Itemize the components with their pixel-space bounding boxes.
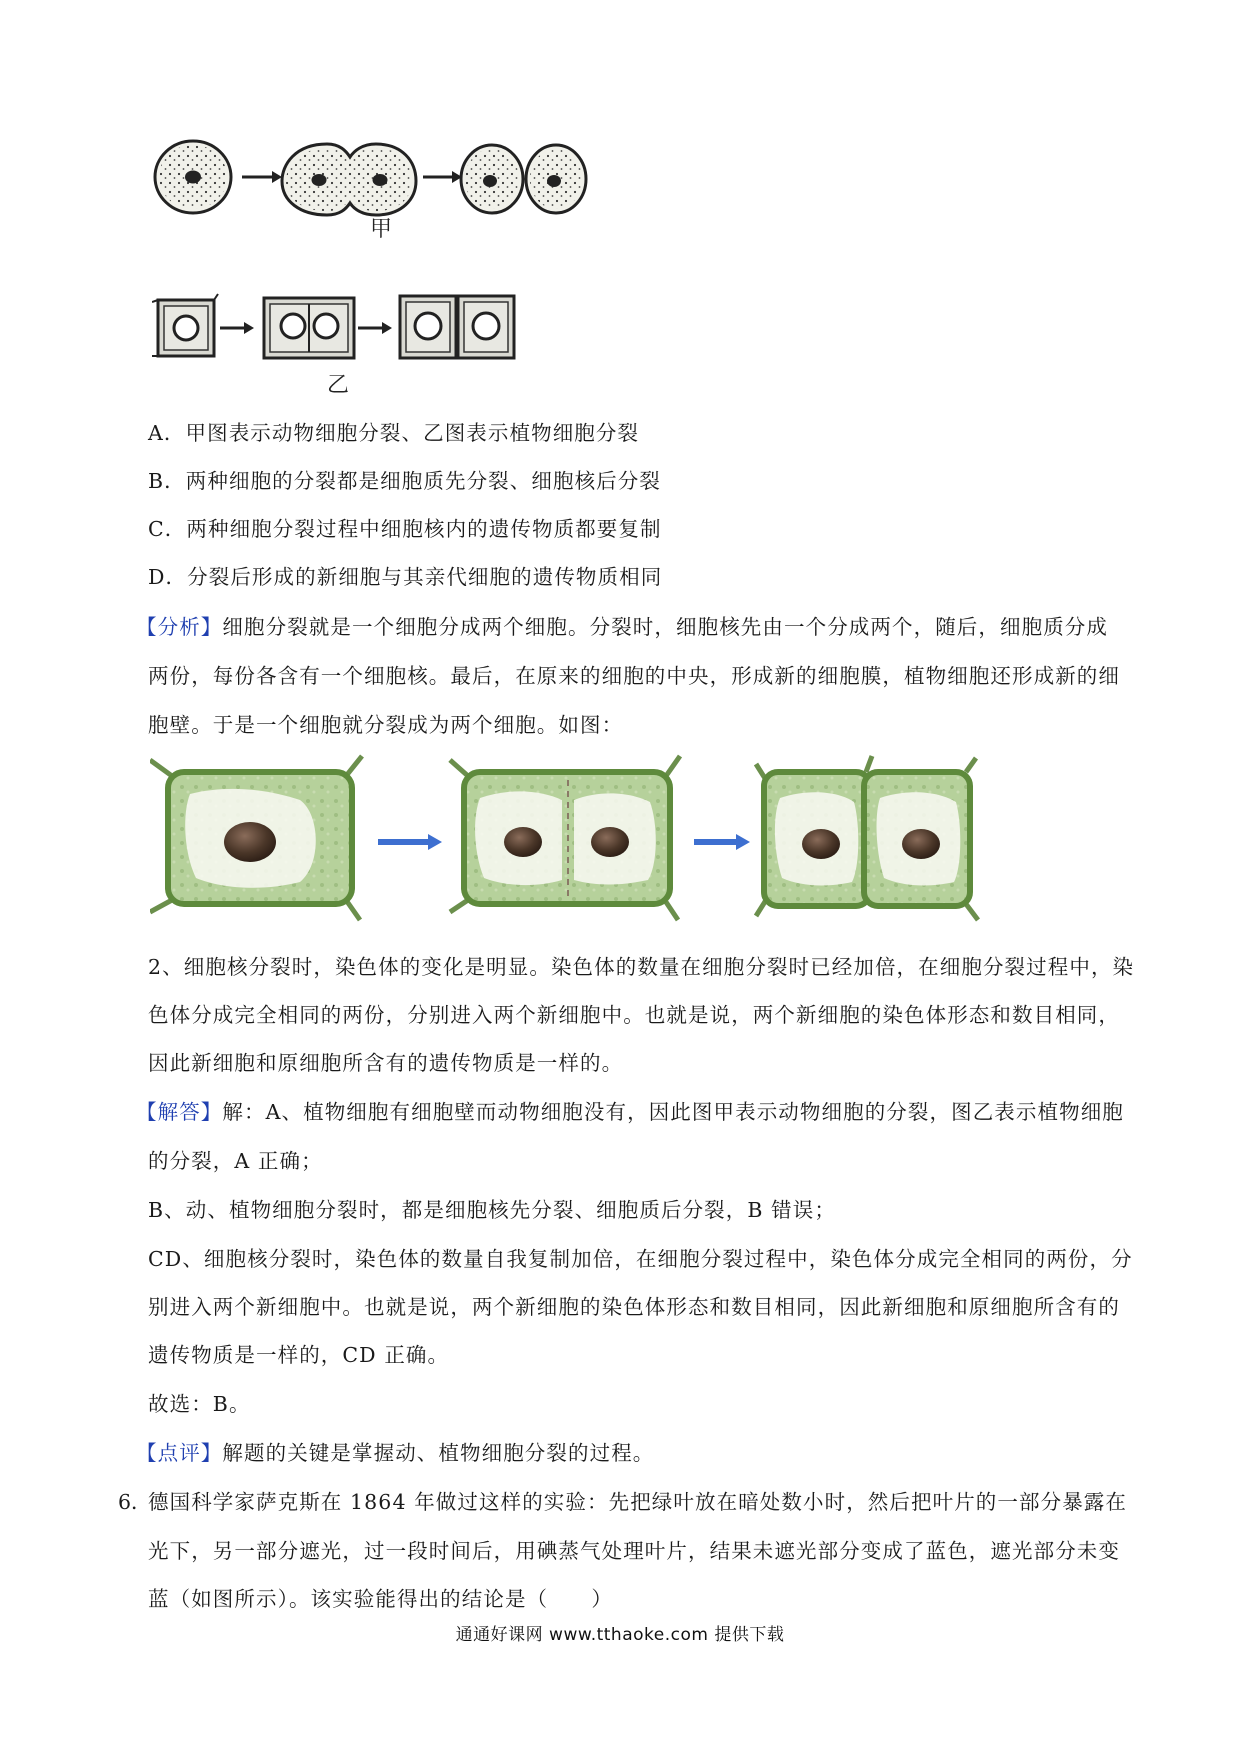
analysis-point2-line-1: 2、细胞核分裂时，染色体的变化是明显。染色体的数量在细胞分裂时已经加倍，在细胞分裂过程中，染 bbox=[148, 955, 1135, 979]
answer-line-2: 的分裂，A 正确； bbox=[148, 1149, 323, 1173]
plant-cell-division-color-figure bbox=[150, 754, 1030, 924]
answer-choice: 故选：B。 bbox=[148, 1392, 251, 1416]
analysis-line-2: 两份，每份各含有一个细胞核。最后，在原来的细胞的中央，形成新的细胞膜，植物细胞还形成新的细 bbox=[148, 664, 1120, 688]
analysis-line-1 bbox=[136, 613, 1108, 641]
answer-line-1 bbox=[136, 1098, 1124, 1126]
comment-text: 解题的关键是掌握动、植物细胞分裂的过程。 bbox=[222, 1441, 655, 1465]
analysis-tag: 【分析】 bbox=[136, 615, 223, 639]
option-a: A．甲图表示动物细胞分裂、乙图表示植物细胞分裂 bbox=[148, 421, 640, 445]
plant-cell-division-figure bbox=[152, 292, 522, 366]
option-b: B．两种细胞的分裂都是细胞质先分裂、细胞核后分裂 bbox=[148, 469, 661, 493]
figure-yi-label: 乙 bbox=[327, 373, 350, 398]
comment-line bbox=[136, 1439, 654, 1467]
analysis-line-3: 胞壁。于是一个细胞就分裂成为两个细胞。如图： bbox=[148, 713, 624, 737]
option-c: C．两种细胞分裂过程中细胞核内的遗传物质都要复制 bbox=[148, 517, 662, 541]
analysis-point2-line-2: 色体分成完全相同的两份，分别进入两个新细胞中。也就是说，两个新细胞的染色体形态和数目相同， bbox=[148, 1003, 1120, 1027]
comment-tag: 【点评】 bbox=[136, 1441, 223, 1465]
analysis-text: 细胞分裂就是一个细胞分成两个细胞。分裂时，细胞核先由一个分成两个，随后，细胞质分成 bbox=[222, 615, 1109, 639]
answer-text-1: 解：A、植物细胞有细胞壁而动物细胞没有，因此图甲表示动物细胞的分裂，图乙表示植物细胞 bbox=[222, 1100, 1124, 1124]
answer-line-4: CD、细胞核分裂时，染色体的数量自我复制加倍，在细胞分裂过程中，染色体分成完全相同的两份，分 bbox=[148, 1247, 1133, 1271]
answer-line-3: B、动、植物细胞分裂时，都是细胞核先分裂、细胞质后分裂，B 错误； bbox=[148, 1198, 836, 1222]
analysis-point2-line-3: 因此新细胞和原细胞所含有的遗传物质是一样的。 bbox=[148, 1051, 624, 1075]
question-6-line-1: 德国科学家萨克斯在 1864 年做过这样的实验：先把绿叶放在暗处数小时，然后把叶片的一部分暴露在 bbox=[148, 1490, 1128, 1514]
question-6-line-3: 蓝（如图所示）。该实验能得出的结论是（ ） bbox=[148, 1587, 613, 1611]
question-6-number: 6． bbox=[118, 1490, 152, 1514]
answer-tag: 【解答】 bbox=[136, 1100, 223, 1124]
answer-line-6: 遗传物质是一样的，CD 正确。 bbox=[148, 1343, 450, 1367]
option-d: D．分裂后形成的新细胞与其亲代细胞的遗传物质相同 bbox=[148, 565, 663, 589]
figure-jia-label: 甲 bbox=[370, 217, 393, 242]
answer-line-5: 别进入两个新细胞中。也就是说，两个新细胞的染色体形态和数目相同，因此新细胞和原细胞所含有的 bbox=[148, 1295, 1120, 1319]
page-footer: 通通好课网 www.tthaoke.com 提供下载 bbox=[455, 1625, 785, 1645]
question-6-line-2: 光下，另一部分遮光，过一段时间后，用碘蒸气处理叶片，结果未遮光部分变成了蓝色，遮光部分未变 bbox=[148, 1539, 1120, 1563]
